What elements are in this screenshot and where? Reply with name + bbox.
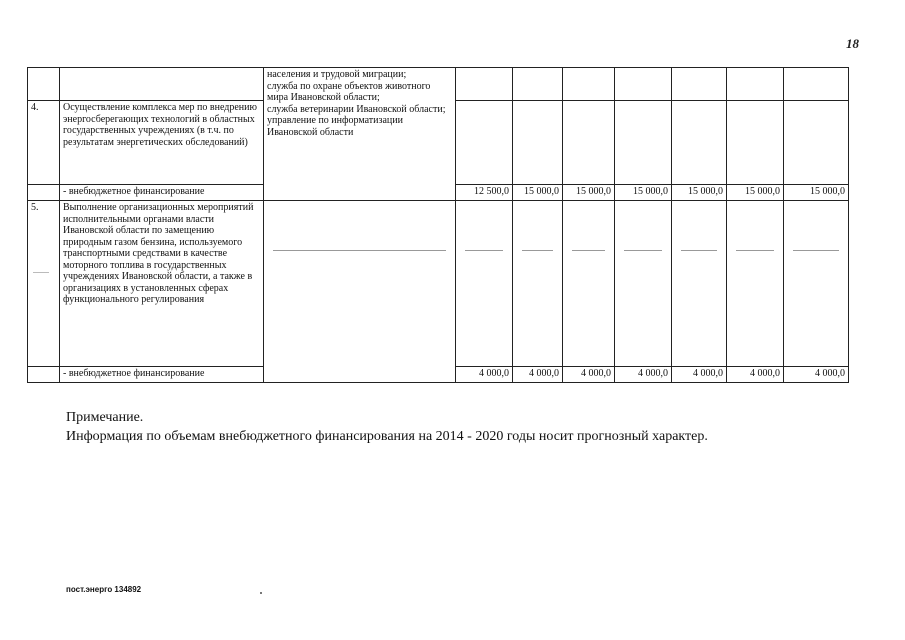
executor-item: служба по охране объектов животного мира Ивановской области; [267, 80, 431, 103]
dash-mark [33, 272, 49, 273]
value-cell [563, 68, 615, 101]
dash-mark [793, 250, 839, 251]
value-cell [456, 101, 513, 185]
row-number [28, 367, 60, 383]
note-title: Примечание. [66, 410, 144, 425]
financing-value: 4 000,0 [672, 367, 727, 383]
page-number: 18 [846, 36, 859, 51]
value-cell [727, 101, 784, 185]
dash-mark [736, 250, 774, 251]
executors-cell [264, 68, 456, 201]
value-cell [727, 68, 784, 101]
row-number-text: 5. [31, 202, 39, 213]
dash-mark [465, 250, 503, 251]
event-cell: Выполнение организационных мероприятий исполнительными органами власти Ивановской области по замещению природным газом бензина, используемого транспортными средствами в качестве моторного топлива в государственных учреждениях Ивановской области, а также в организациях в установленных сферах функционального регулирования [60, 201, 264, 367]
dash-mark [273, 250, 446, 251]
value-cell [456, 68, 513, 101]
note-text: Информация по объемам внебюджетного финансирования на 2014 - 2020 годы носит прогнозный характер. [66, 429, 708, 444]
program-table [27, 67, 849, 383]
event-cell: Осуществление комплекса мер по внедрению энергосберегающих технологий в областных государственных учреждениях (в т.ч. по результатам энергетических обследований) [60, 101, 264, 185]
financing-value: 4 000,0 [456, 367, 513, 383]
executor-item: служба ветеринарии Ивановской области; [267, 103, 446, 115]
financing-label: - внебюджетное финансирование [60, 367, 264, 383]
financing-value: 4 000,0 [563, 367, 615, 383]
financing-value: 15 000,0 [615, 185, 672, 201]
value-cell [456, 201, 513, 367]
financing-value: 4 000,0 [727, 367, 784, 383]
financing-label: - внебюджетное финансирование [60, 185, 264, 201]
financing-value: 15 000,0 [513, 185, 563, 201]
executor-item: управление по информатизации Ивановской области [267, 115, 403, 138]
value-cell [513, 101, 563, 185]
dash-mark [522, 250, 553, 251]
event-cell [60, 68, 264, 101]
table-row-continuation [28, 68, 849, 101]
row-number: 4. [28, 101, 60, 185]
table-row-5 [28, 201, 849, 367]
executors-cell [264, 201, 456, 383]
value-cell [672, 68, 727, 101]
dash-mark [572, 250, 605, 251]
financing-value: 4 000,0 [513, 367, 563, 383]
value-cell [513, 201, 563, 367]
value-cell [727, 201, 784, 367]
footer-code: пост.энерго 134892 [66, 585, 142, 594]
value-cell [784, 101, 849, 185]
value-cell [784, 201, 849, 367]
financing-value: 12 500,0 [456, 185, 513, 201]
row-number [28, 185, 60, 201]
dash-mark [624, 250, 662, 251]
value-cell [672, 201, 727, 367]
executor-item: населения и трудовой миграции; [267, 69, 407, 80]
value-cell [563, 201, 615, 367]
financing-value: 15 000,0 [727, 185, 784, 201]
note-block [66, 408, 708, 446]
value-cell [563, 101, 615, 185]
value-cell [615, 68, 672, 101]
value-cell [513, 68, 563, 101]
financing-value: 4 000,0 [784, 367, 849, 383]
value-cell [784, 68, 849, 101]
row-number [28, 68, 60, 101]
financing-value: 4 000,0 [615, 367, 672, 383]
financing-value: 15 000,0 [672, 185, 727, 201]
row-number [28, 201, 60, 367]
value-cell [672, 101, 727, 185]
value-cell [615, 101, 672, 185]
financing-value: 15 000,0 [784, 185, 849, 201]
dash-mark [681, 250, 717, 251]
value-cell [615, 201, 672, 367]
financing-value: 15 000,0 [563, 185, 615, 201]
scan-dot [260, 592, 262, 594]
